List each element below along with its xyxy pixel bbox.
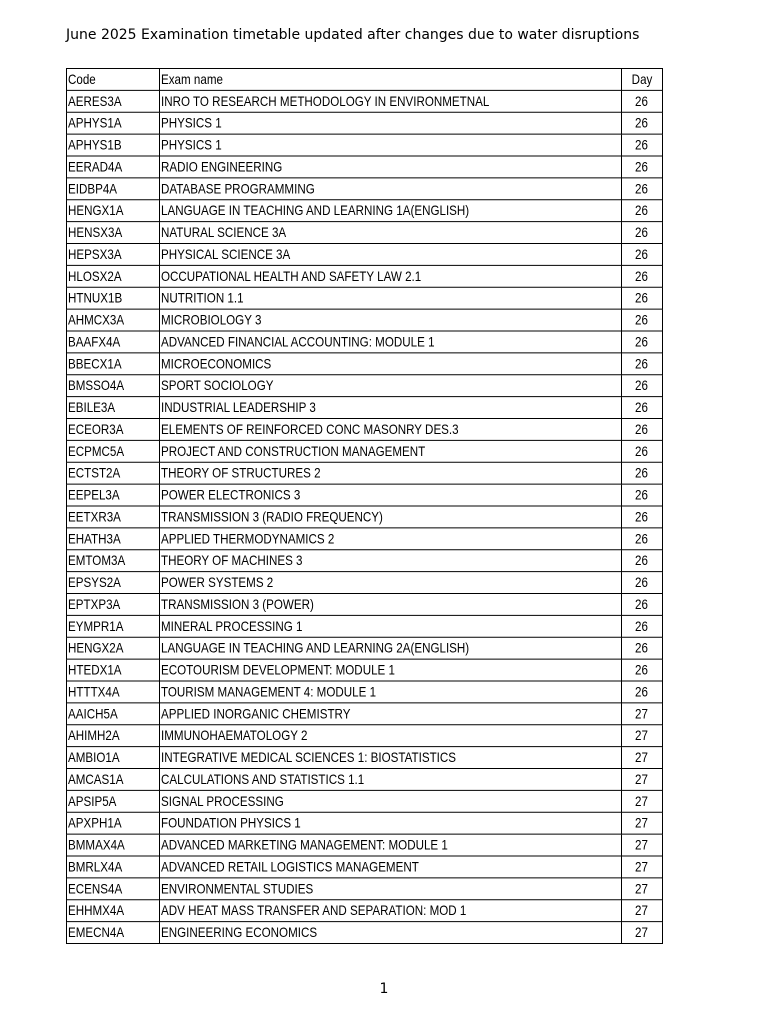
exam-code-cell: EHHMX4A: [67, 900, 160, 922]
exam-day-cell: 27: [622, 878, 663, 900]
exam-day-cell: 26: [622, 287, 663, 309]
exam-code-cell: HTTTX4A: [67, 681, 160, 703]
exam-name-cell: ENVIRONMENTAL STUDIES: [160, 878, 622, 900]
exam-day-cell: 26: [622, 440, 663, 462]
table-row: [67, 112, 663, 134]
exam-code-cell: EIDBP4A: [67, 178, 160, 200]
table-row: [67, 287, 663, 309]
exam-code-cell: APHYS1A: [67, 112, 160, 134]
exam-name-cell: NUTRITION 1.1: [160, 287, 622, 309]
exam-day-cell: 27: [622, 790, 663, 812]
exam-code-cell: AAICH5A: [67, 703, 160, 725]
exam-name-cell: MINERAL PROCESSING 1: [160, 615, 622, 637]
exam-code-cell: EEPEL3A: [67, 484, 160, 506]
table-row: [67, 134, 663, 156]
table-row: [67, 878, 663, 900]
exam-day-cell: 26: [622, 112, 663, 134]
exam-day-cell: 26: [622, 528, 663, 550]
exam-code-cell: EMTOM3A: [67, 550, 160, 572]
table-row: [67, 265, 663, 287]
exam-day-cell: 26: [622, 572, 663, 594]
exam-code-cell: EYMPR1A: [67, 615, 160, 637]
exam-name-cell: INDUSTRIAL LEADERSHIP 3: [160, 397, 622, 419]
exam-code-cell: ECENS4A: [67, 878, 160, 900]
table-row: [67, 528, 663, 550]
exam-day-cell: 26: [622, 353, 663, 375]
exam-day-cell: 27: [622, 812, 663, 834]
exam-day-cell: 27: [622, 747, 663, 769]
table-row: [67, 484, 663, 506]
exam-code-cell: APSIP5A: [67, 790, 160, 812]
table-row: [67, 812, 663, 834]
exam-name-cell: POWER SYSTEMS 2: [160, 572, 622, 594]
exam-day-cell: 26: [622, 462, 663, 484]
exam-name-cell: NATURAL SCIENCE 3A: [160, 222, 622, 244]
table-row: [67, 550, 663, 572]
exam-name-cell: ADVANCED FINANCIAL ACCOUNTING: MODULE 1: [160, 331, 622, 353]
exam-day-cell: 26: [622, 331, 663, 353]
exam-name-cell: IMMUNOHAEMATOLOGY 2: [160, 725, 622, 747]
exam-code-cell: BMRLX4A: [67, 856, 160, 878]
exam-day-cell: 26: [622, 243, 663, 265]
table-row: [67, 615, 663, 637]
exam-day-cell: 26: [622, 615, 663, 637]
exam-code-cell: HENGX1A: [67, 200, 160, 222]
exam-code-cell: EERAD4A: [67, 156, 160, 178]
exam-day-cell: 26: [622, 484, 663, 506]
exam-code-cell: ECPMC5A: [67, 440, 160, 462]
table-row: [67, 834, 663, 856]
table-row: [67, 747, 663, 769]
table-row: [67, 572, 663, 594]
exam-name-cell: APPLIED THERMODYNAMICS 2: [160, 528, 622, 550]
table-row: [67, 637, 663, 659]
table-row: [67, 353, 663, 375]
exam-day-cell: 26: [622, 397, 663, 419]
exam-name-cell: ADV HEAT MASS TRANSFER AND SEPARATION: MOD 1: [160, 900, 622, 922]
exam-code-cell: EHATH3A: [67, 528, 160, 550]
exam-name-cell: RADIO ENGINEERING: [160, 156, 622, 178]
table-row: [67, 397, 663, 419]
exam-day-cell: 26: [622, 550, 663, 572]
exam-day-cell: 26: [622, 156, 663, 178]
exam-name-cell: THEORY OF STRUCTURES 2: [160, 462, 622, 484]
exam-code-cell: AMCAS1A: [67, 769, 160, 791]
exam-day-cell: 26: [622, 200, 663, 222]
exam-name-cell: PHYSICS 1: [160, 112, 622, 134]
table-row: [67, 790, 663, 812]
table-row: [67, 725, 663, 747]
exam-code-cell: EBILE3A: [67, 397, 160, 419]
table-body: [67, 90, 663, 943]
exam-code-cell: BMSSO4A: [67, 375, 160, 397]
exam-day-cell: 27: [622, 834, 663, 856]
exam-name-cell: INTEGRATIVE MEDICAL SCIENCES 1: BIOSTATISTICS: [160, 747, 622, 769]
exam-name-cell: INRO TO RESEARCH METHODOLOGY IN ENVIRONMETNAL: [160, 90, 622, 112]
exam-code-cell: ECTST2A: [67, 462, 160, 484]
exam-day-cell: 26: [622, 375, 663, 397]
exam-day-cell: 26: [622, 309, 663, 331]
exam-day-cell: 27: [622, 725, 663, 747]
table-row: [67, 418, 663, 440]
exam-code-cell: HEPSX3A: [67, 243, 160, 265]
table-row: [67, 594, 663, 616]
exam-name-cell: ADVANCED MARKETING MANAGEMENT: MODULE 1: [160, 834, 622, 856]
exam-timetable-table: [66, 68, 663, 944]
exam-name-cell: SPORT SOCIOLOGY: [160, 375, 622, 397]
exam-name-cell: APPLIED INORGANIC CHEMISTRY: [160, 703, 622, 725]
table-row: [67, 90, 663, 112]
exam-name-cell: PHYSICAL SCIENCE 3A: [160, 243, 622, 265]
exam-day-cell: 26: [622, 506, 663, 528]
column-header-exam-name: Exam name: [160, 68, 622, 90]
exam-code-cell: AHMCX3A: [67, 309, 160, 331]
table-row: [67, 309, 663, 331]
exam-code-cell: AMBIO1A: [67, 747, 160, 769]
exam-name-cell: MICROECONOMICS: [160, 353, 622, 375]
exam-code-cell: EPTXP3A: [67, 594, 160, 616]
exam-day-cell: 26: [622, 659, 663, 681]
column-header-code: Code: [67, 68, 160, 90]
exam-name-cell: LANGUAGE IN TEACHING AND LEARNING 1A(ENGLISH): [160, 200, 622, 222]
exam-code-cell: BBECX1A: [67, 353, 160, 375]
exam-day-cell: 26: [622, 637, 663, 659]
table-row: [67, 178, 663, 200]
exam-day-cell: 26: [622, 265, 663, 287]
table-row: [67, 703, 663, 725]
exam-name-cell: ELEMENTS OF REINFORCED CONC MASONRY DES.3: [160, 418, 622, 440]
exam-code-cell: AHIMH2A: [67, 725, 160, 747]
exam-code-cell: APXPH1A: [67, 812, 160, 834]
exam-name-cell: PHYSICS 1: [160, 134, 622, 156]
table-row: [67, 922, 663, 944]
exam-code-cell: EMECN4A: [67, 922, 160, 944]
exam-name-cell: MICROBIOLOGY 3: [160, 309, 622, 331]
exam-name-cell: PROJECT AND CONSTRUCTION MANAGEMENT: [160, 440, 622, 462]
exam-code-cell: HTEDX1A: [67, 659, 160, 681]
exam-day-cell: 27: [622, 856, 663, 878]
table-row: [67, 222, 663, 244]
exam-day-cell: 27: [622, 922, 663, 944]
exam-name-cell: SIGNAL PROCESSING: [160, 790, 622, 812]
exam-code-cell: APHYS1B: [67, 134, 160, 156]
exam-day-cell: 27: [622, 900, 663, 922]
table-row: [67, 156, 663, 178]
table-row: [67, 462, 663, 484]
exam-code-cell: BAAFX4A: [67, 331, 160, 353]
exam-code-cell: EPSYS2A: [67, 572, 160, 594]
exam-code-cell: AERES3A: [67, 90, 160, 112]
table-row: [67, 506, 663, 528]
exam-name-cell: THEORY OF MACHINES 3: [160, 550, 622, 572]
exam-name-cell: ADVANCED RETAIL LOGISTICS MANAGEMENT: [160, 856, 622, 878]
exam-name-cell: OCCUPATIONAL HEALTH AND SAFETY LAW 2.1: [160, 265, 622, 287]
table-row: [67, 243, 663, 265]
exam-day-cell: 26: [622, 594, 663, 616]
exam-name-cell: FOUNDATION PHYSICS 1: [160, 812, 622, 834]
exam-code-cell: HENGX2A: [67, 637, 160, 659]
exam-day-cell: 26: [622, 178, 663, 200]
table-row: [67, 440, 663, 462]
exam-name-cell: TRANSMISSION 3 (RADIO FREQUENCY): [160, 506, 622, 528]
table-header-row: [67, 68, 663, 90]
table-row: [67, 769, 663, 791]
exam-code-cell: BMMAX4A: [67, 834, 160, 856]
table-row: [67, 856, 663, 878]
exam-name-cell: ENGINEERING ECONOMICS: [160, 922, 622, 944]
exam-code-cell: HENSX3A: [67, 222, 160, 244]
exam-name-cell: DATABASE PROGRAMMING: [160, 178, 622, 200]
table-row: [67, 375, 663, 397]
exam-name-cell: POWER ELECTRONICS 3: [160, 484, 622, 506]
page-title: June 2025 Examination timetable updated after changes due to water disruptions: [66, 27, 640, 43]
exam-name-cell: LANGUAGE IN TEACHING AND LEARNING 2A(ENGLISH): [160, 637, 622, 659]
exam-name-cell: TOURISM MANAGEMENT 4: MODULE 1: [160, 681, 622, 703]
table-row: [67, 659, 663, 681]
page-number: 1: [379, 981, 389, 997]
exam-name-cell: TRANSMISSION 3 (POWER): [160, 594, 622, 616]
exam-day-cell: 26: [622, 90, 663, 112]
exam-day-cell: 26: [622, 681, 663, 703]
exam-day-cell: 26: [622, 418, 663, 440]
exam-code-cell: HTNUX1B: [67, 287, 160, 309]
table-row: [67, 681, 663, 703]
exam-day-cell: 26: [622, 134, 663, 156]
table-row: [67, 900, 663, 922]
table-row: [67, 331, 663, 353]
exam-day-cell: 27: [622, 703, 663, 725]
exam-name-cell: CALCULATIONS AND STATISTICS 1.1: [160, 769, 622, 791]
exam-day-cell: 27: [622, 769, 663, 791]
exam-day-cell: 26: [622, 222, 663, 244]
column-header-day: Day: [622, 68, 663, 90]
table-row: [67, 200, 663, 222]
exam-code-cell: ECEOR3A: [67, 418, 160, 440]
exam-name-cell: ECOTOURISM DEVELOPMENT: MODULE 1: [160, 659, 622, 681]
exam-code-cell: EETXR3A: [67, 506, 160, 528]
exam-code-cell: HLOSX2A: [67, 265, 160, 287]
